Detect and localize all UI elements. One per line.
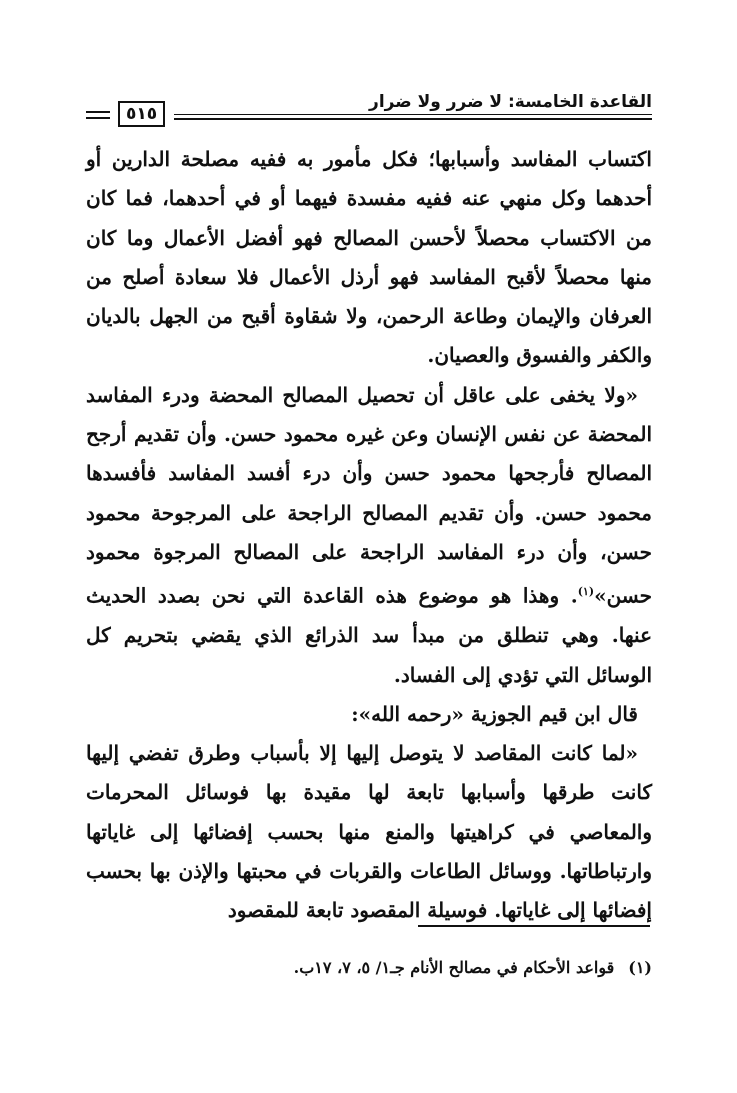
header-dash-top [86, 111, 110, 113]
paragraph-1: اكتساب المفاسد وأسبابها؛ فكل مأمور به ففيه مصلحة الدارين أو أحدهما وكل منهي عنه ففيه مفسدة فيهما أو في أحدهما، فما كان من الاكتساب محصلاً لأحسن المصالح فهو أفضل الأعمال وما كان منها محصلاً لأقبح المفاسد فهو أرذل الأعمال فلا سعادة أصلح من العرفان والإيمان وطاعة الرحمن، ولا شقاوة أقبح من الجهل بالديان والكفر والفسوق والعصيان. [86, 147, 652, 368]
quote-text: «ولا يخفى على عاقل أن تحصيل المصالح المحضة ودرء المفاسد المحضة عن نفس الإنسان وعن غيره محمود حسن. وأن تقديم أرجح المصالح فأرجحها محمود حسن وأن درء أفسد المفاسد فأفسدها محمود حسن. وأن تقديم المصالح الراجحة على المرجوحة محمود حسن، وأن درء المفاسد الراجحة على المصالح المرجوة محمود حسن» [86, 382, 652, 608]
header-rule-thin [174, 114, 652, 115]
footnote-separator [418, 925, 650, 927]
footnote [86, 958, 652, 977]
running-title: القاعدة الخامسة: لا ضرر ولا ضرار [369, 92, 652, 112]
paragraph-2-tail: . وهذا هو موضوع هذه القاعدة التي نحن بصدد الحديث عنها. وهي تنطلق من مبدأ سد الذرائع الذي يقضي بتحريم كل الوسائل التي تؤدي إلى الفساد. [86, 583, 652, 687]
footnote-reference: (١) [577, 585, 595, 599]
header-rule [174, 118, 652, 120]
paragraph-4: «لما كانت المقاصد لا يتوصل إليها إلا بأسباب وطرق تفضي إليها كانت طرقها وأسبابها تابعة لها مقيدة بها فوسائل المحرمات والمعاصي في كراهيتها والمنع منها بحسب إفضائها إلى غاياتها وارتباطاتها. ووسائل الطاعات والقربات في محبتها والإذن بها بحسب إفضائها إلى غاياتها. فوسيلة المقصود تابعة للمقصود [86, 741, 652, 923]
footnote-marker: (١) [628, 958, 652, 977]
paragraph-2 [86, 376, 652, 695]
page-number: ٥١٥ [118, 101, 165, 127]
footnote-text: قواعد الأحكام في مصالح الأنام جـ١/ ٥، ٧، ١٧ب. [293, 958, 615, 977]
page-header [86, 88, 652, 128]
paragraph-3: قال ابن قيم الجوزية «رحمه الله»: [351, 701, 638, 726]
main-text [86, 140, 652, 931]
header-dash-bottom [86, 117, 110, 119]
